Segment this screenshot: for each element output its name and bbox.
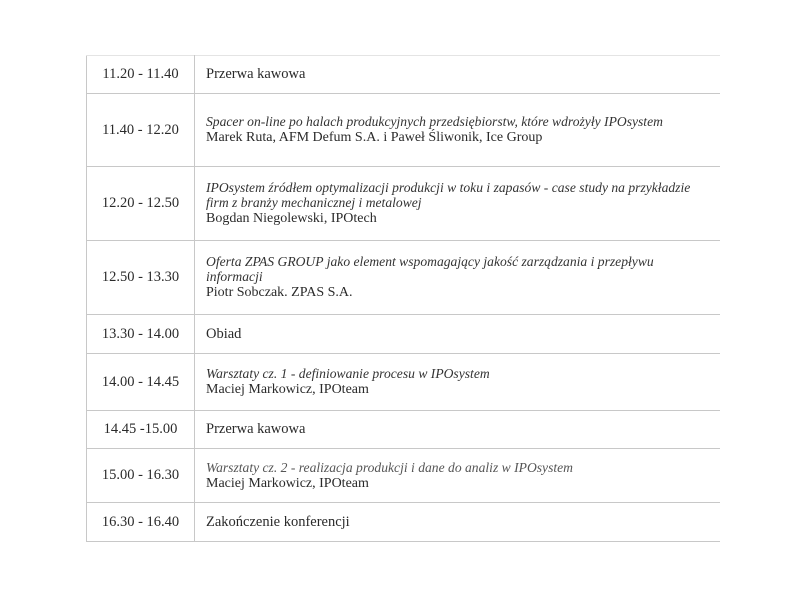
description-cell [195,449,721,503]
session-speaker: Maciej Markowicz, IPOteam [206,382,369,397]
description-cell [195,241,721,315]
session-title: Warsztaty cz. 2 - realizacja produkcji i dane do analiz w IPOsystem [206,459,573,475]
table-row [87,449,721,503]
session-title: Oferta ZPAS GROUP jako element wspomagający jakość zarządzania i przepływu informacji [206,254,654,284]
agenda-table [86,55,720,542]
time-cell: 12.20 - 12.50 [87,167,195,241]
time-cell: 12.50 - 13.30 [87,241,195,315]
description-cell [195,411,721,449]
session-label: Przerwa kawowa [206,66,306,82]
description-cell [195,315,721,354]
table-row [87,354,721,411]
table-row [87,241,721,315]
session-title: Spacer on-line po halach produkcyjnych przedsiębiorstw, które wdrożyły IPOsystem [206,114,663,129]
session-label: Zakończenie konferencji [206,513,350,530]
session-label: Przerwa kawowa [206,421,306,437]
table-row [87,411,721,449]
time-cell: 11.20 - 11.40 [87,56,195,94]
description-cell [195,56,721,94]
time-cell: 13.30 - 14.00 [87,315,195,354]
description-cell [195,354,721,411]
description-cell [195,503,721,542]
session-speaker: Marek Ruta, AFM Defum S.A. i Paweł Śliwonik, Ice Group [206,130,543,145]
session-speaker: Maciej Markowicz, IPOteam [206,475,369,491]
table-row [87,167,721,241]
session-speaker: Bogdan Niegolewski, IPOtech [206,211,377,226]
table-row [87,315,721,354]
description-cell [195,94,721,167]
table-row [87,503,721,542]
session-speaker: Piotr Sobczak. ZPAS S.A. [206,285,353,300]
session-title: IPOsystem źródłem optymalizacji produkcji w toku i zapasów - case study na przykładzie firm z branży mechanicznej i metalowej [206,180,691,210]
time-cell: 11.40 - 12.20 [87,94,195,167]
time-cell: 14.45 -15.00 [87,411,195,449]
session-label: Obiad [206,325,242,342]
description-cell [195,167,721,241]
table-row [87,56,721,94]
session-title: Warsztaty cz. 1 - definiowanie procesu w IPOsystem [206,366,490,381]
table-row [87,94,721,167]
time-cell: 16.30 - 16.40 [87,503,195,542]
time-cell: 15.00 - 16.30 [87,449,195,503]
time-cell: 14.00 - 14.45 [87,354,195,411]
